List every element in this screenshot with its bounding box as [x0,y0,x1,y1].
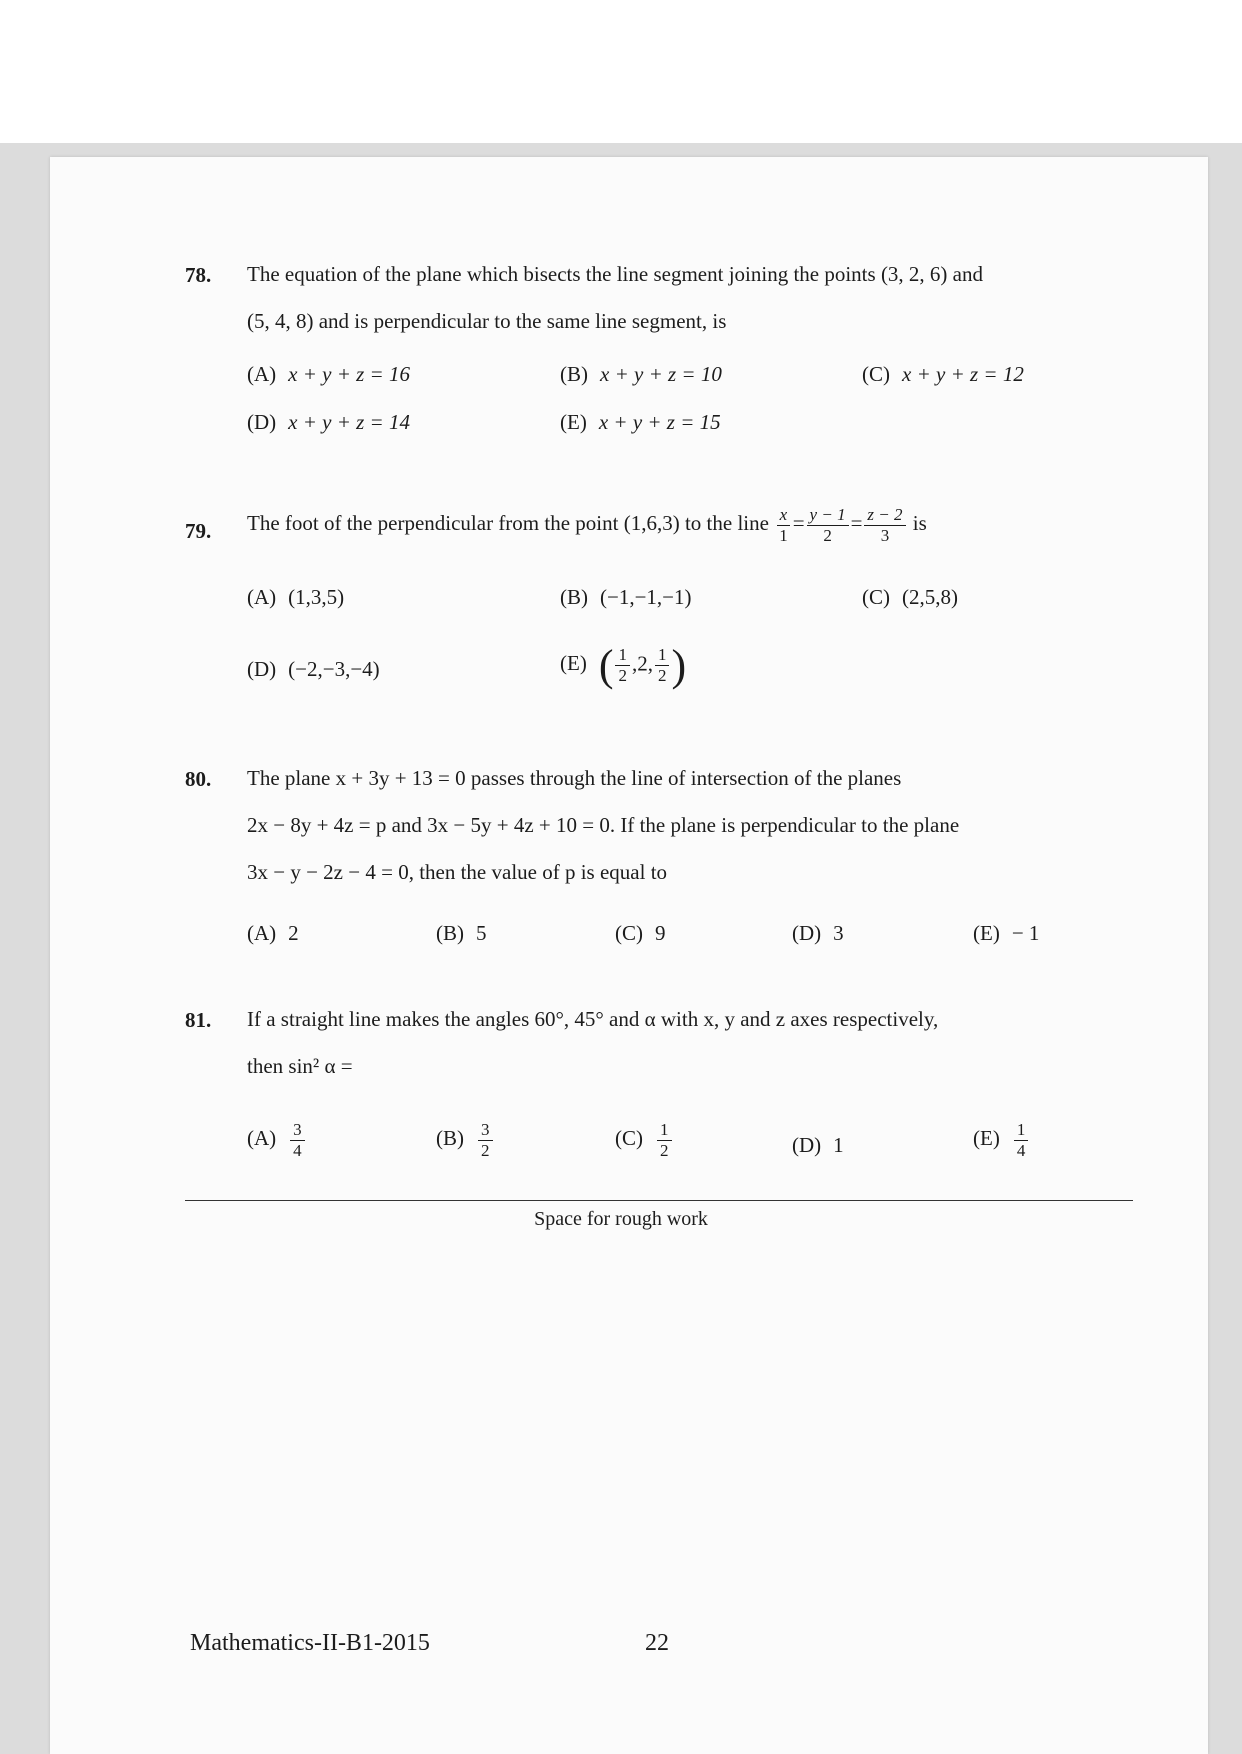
question-text [247,755,959,896]
fraction: $\frac{3}{4}$ [290,1120,305,1160]
option-a[interactable]: (A) x + y + z = 16 [247,362,410,386]
fraction: $\frac{1}{4}$ [1014,1120,1029,1160]
option-value: 9 [655,921,666,945]
question-number: 79. [185,519,212,543]
question-paper-page [50,157,1208,1754]
fraction: $\frac{3}{2}$ [478,1120,493,1160]
option-d[interactable]: (D) (−2,−3,−4) [247,657,380,681]
option-e[interactable]: (E) ( $\frac{1}{2}$ ,2, $\frac{1}{2}$ ) [560,641,687,690]
option-b[interactable]: (B) x + y + z = 10 [560,362,722,386]
option-a[interactable]: (A) 2 [247,921,299,945]
question-number: 81. [185,1008,212,1032]
option-b[interactable]: (B) $\frac{3}{2}$ [436,1120,495,1160]
question-text-line: If a straight line makes the angles 60°, 45° and α with x, y and z axes respectively, [247,1007,939,1031]
option-a[interactable]: (A) $\frac{3}{4}$ [247,1120,307,1160]
point-coordinates: (1,6,3) [623,510,680,535]
option-value: 2 [288,921,299,945]
rough-work-label: Space for rough work [534,1208,708,1230]
option-c[interactable]: (C) (2,5,8) [862,585,958,609]
option-c[interactable]: (C) x + y + z = 12 [862,362,1024,386]
option-value: 5 [476,921,487,945]
option-c[interactable]: (C) $\frac{1}{2}$ [615,1120,674,1160]
option-value: (−1,−1,−1) [600,585,692,609]
line-fraction-y: $\frac{y - 1}{2}$ [807,505,849,545]
option-value: x + y + z = 14 [288,410,410,434]
question-text [247,996,938,1090]
question-text-line: then sin² α = [247,1054,353,1078]
question-text-line: 3x − y − 2z − 4 = 0, then the value of p is equal to [247,860,668,884]
question-number: 80. [185,767,212,791]
option-e[interactable]: (E) $\frac{1}{4}$ [973,1120,1030,1160]
question-text-line: (5, 4, 8) and is perpendicular to the same line segment, is [247,309,727,333]
option-e[interactable]: (E) − 1 [973,921,1040,945]
line-fraction-x: $\frac{x}{1}$ [776,505,791,545]
question-number: 78. [185,263,212,287]
option-value: x + y + z = 15 [598,410,721,434]
fraction: $\frac{1}{2}$ [657,1120,672,1160]
option-d[interactable]: (D) 1 [792,1133,844,1157]
option-value: x + y + z = 12 [902,362,1024,386]
fraction: $\frac{1}{2}$ [615,645,630,685]
fraction: $\frac{1}{2}$ [655,645,670,685]
question-text-line: The plane x + 3y + 13 = 0 passes through the line of intersection of the planes [247,766,902,790]
option-e[interactable]: (E) x + y + z = 15 [560,410,721,434]
option-value: (−2,−3,−4) [288,657,380,681]
rough-work-divider [185,1200,1133,1201]
option-b[interactable]: (B) (−1,−1,−1) [560,585,692,609]
option-value: (1,3,5) [288,585,345,609]
question-text-line: The equation of the plane which bisects the line segment joining the points (3, 2, 6) and [247,262,983,286]
page-number: 22 [645,1630,669,1656]
line-fraction-z: $\frac{z - 2}{3}$ [864,505,905,545]
question-text [247,251,983,345]
option-value: 3 [833,921,844,945]
option-b[interactable]: (B) 5 [436,921,487,945]
question-text: The foot of the perpendicular from the point (1,6,3) to the line $\frac{x}{1}$ = $\frac{y - 1}{2}$ = $\frac{z - 2}{3}$ is [247,505,927,545]
option-d[interactable]: (D) 3 [792,921,844,945]
option-value: − 1 [1011,921,1040,945]
option-c[interactable]: (C) 9 [615,921,666,945]
option-value: (2,5,8) [902,585,958,609]
option-value: x + y + z = 10 [600,362,722,386]
option-a[interactable]: (A) (1,3,5) [247,585,345,609]
option-d[interactable]: (D) x + y + z = 14 [247,410,410,434]
paper-code: Mathematics-II-B1-2015 [190,1630,430,1656]
question-text-line: 2x − 8y + 4z = p and 3x − 5y + 4z + 10 = 0. If the plane is perpendicular to the plane [247,813,960,837]
option-value: 1 [833,1133,844,1157]
option-value: x + y + z = 16 [288,362,410,386]
